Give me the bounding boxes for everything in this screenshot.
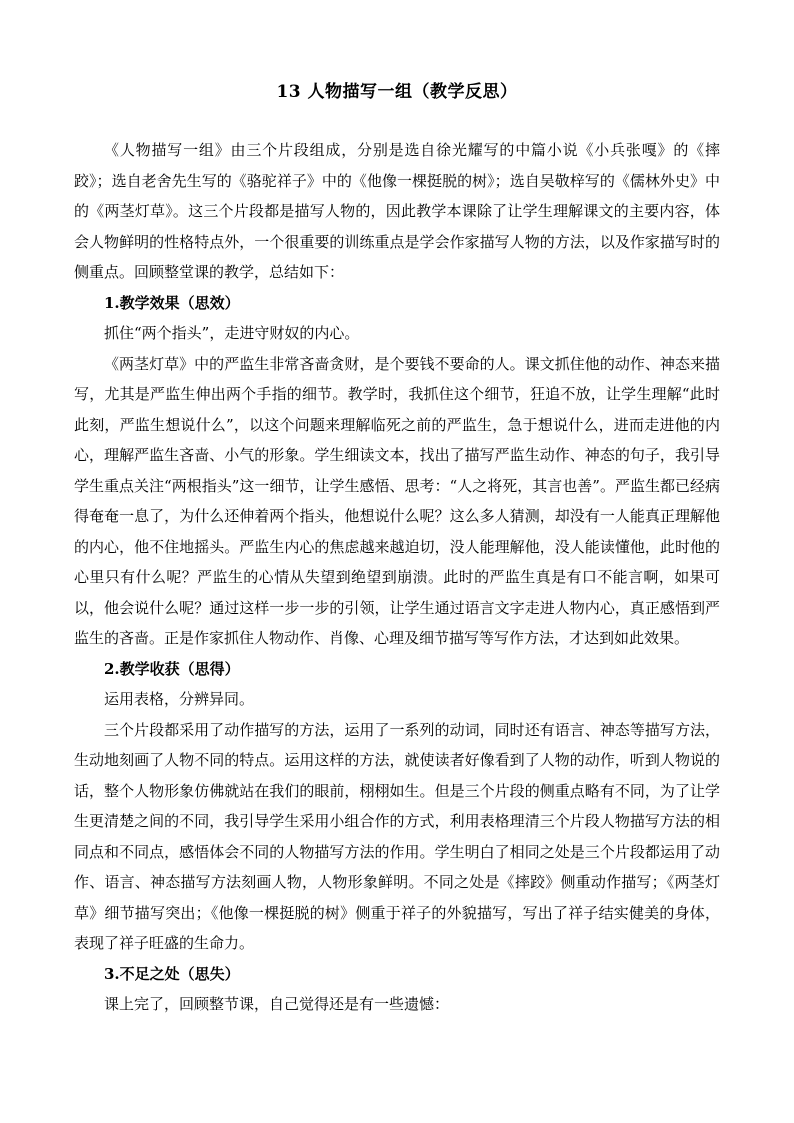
gain-paragraph: 三个片段都采用了动作描写的方法，运用了一系列的动词，同时还有语言、神态等描写方法，生动地刻画了人物不同的特点。运用这样的方法，就使读者好像看到了人物的动作，听到人物说的话，整个人物形象仿佛就站在我们的眼前，栩栩如生。但是三个片段的侧重点略有不同，为了让学生更清楚之间的不同，我引导学生采用小组合作的方式，利用表格理清三个片段人物描写方法的相同点和不同点，感悟体会不同的人物描写方法的作用。学生明白了相同之处是三个片段都运用了动作、语言、神态描写方法刻画人物，人物形象鲜明。不同之处是《摔跤》侧重动作描写；《两茎灯草》细节描写突出；《他像一棵挺脱的树》侧重于祥子的外貌描写，写出了祥子结实健美的身体，表现了祥子旺盛的生命力。 (74, 720, 720, 952)
intro-paragraph: 《人物描写一组》由三个片段组成，分别是选自徐光耀写的中篇小说《小兵张嘎》的《摔跤》；选自老舍先生写的《骆驼祥子》中的《他像一棵挺脱的树》；选自吴敬梓写的《儒林外史》中的《两茎灯草》。这三个片段都是描写人物的，因此教学本课除了让学生理解课文的主要内容，体会人物鲜明的性格特点外，一个很重要的训练重点是学会作家描写人物的方法，以及作家描写时的侧重点。回顾整堂课的教学，总结如下： (74, 141, 720, 281)
section-heading-shortcoming: 3.不足之处（思失） (104, 964, 240, 983)
section-heading-effect: 1.教学效果（思效） (104, 293, 240, 312)
section-subtitle-gain: 运用表格，分辨异同。 (104, 690, 255, 708)
section-heading-gain: 2.教学收获（思得） (104, 659, 240, 678)
effect-paragraph: 《两茎灯草》中的严监生非常吝啬贪财，是个要钱不要命的人。课文抓住他的动作、神态来描写，尤其是严监生伸出两个手指的细节。教学时，我抓住这个细节，狂追不放，让学生理解“此时此刻，严监生想说什么”，以这个问题来理解临死之前的严监生，急于想说什么，进而走进他的内心，理解严监生吝啬、小气的形象。学生细读文本，找出了描写严监生动作、神态的句子，我引导学生重点关注“两根指头”这一细节，让学生感悟、思考：“人之将死，其言也善”。严监生都已经病得奄奄一息了，为什么还伸着两个指头，他想说什么呢？这么多人猜测，却没有一人能真正理解他的内心，他不住地摇头。严监生内心的焦虑越来越迫切，没人能理解他，没人能读懂他，此时他的心里只有什么呢？严监生的心情从失望到绝望到崩溃。此时的严监生真是有口不能言啊，如果可以，他会说什么呢？通过这样一步一步的引领，让学生通过语言文字走进人物内心，真正感悟到严监生的吝啬。正是作家抓住人物动作、肖像、心理及细节描写等写作方法，才达到如此效果。 (74, 354, 720, 647)
document-title: 13 人物描写一组（教学反思） (276, 82, 518, 102)
section-subtitle-effect: 抓住“两个指头”，走进守财奴的内心。 (104, 324, 360, 342)
document-body (74, 135, 720, 1020)
shortcoming-paragraph: 课上完了，回顾整节课，自己觉得还是有一些遗憾： (104, 995, 450, 1013)
